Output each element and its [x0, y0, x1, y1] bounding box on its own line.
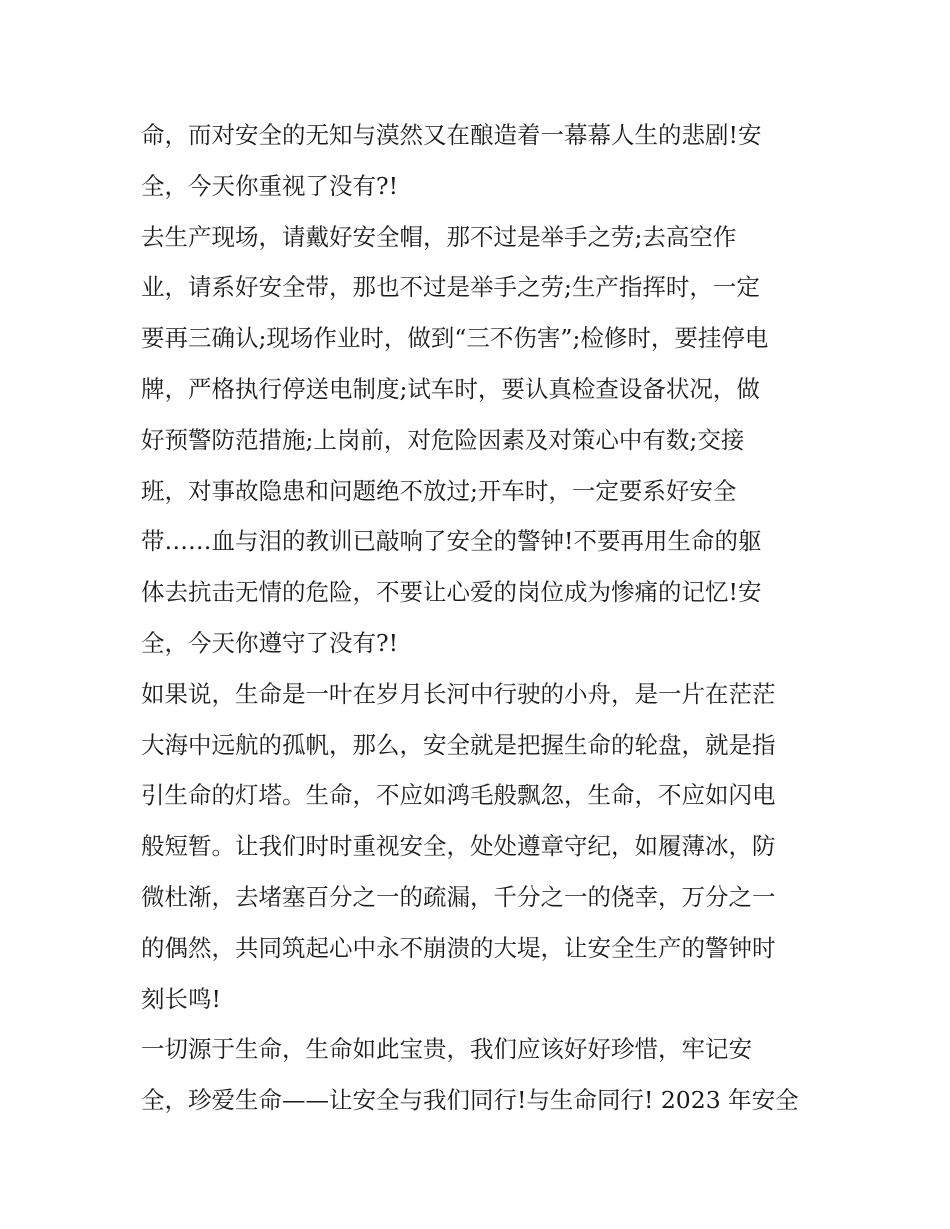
- text-line: 的偶然，共同筑起心中永不崩溃的大堤，让安全生产的警钟时: [141, 933, 776, 962]
- text-line: 一切源于生命，生命如此宝贵，我们应该好好珍惜，牢记安: [141, 1035, 752, 1064]
- text-line: 要再三确认;现场作业时，做到“三不伤害”;检修时，要挂停电: [141, 324, 769, 353]
- text-line: 命，而对安全的无知与漠然又在酿造着一幕幕人生的悲剧!安: [141, 121, 762, 149]
- text-line: 去生产现场，请戴好安全帽，那不过是举手之劳;去高空作: [141, 222, 737, 251]
- text-line: 大海中远航的孤帆，那么，安全就是把握生命的轮盘，就是指: [141, 730, 776, 759]
- text-line: 业，请系好安全带，那也不过是举手之劳;生产指挥时，一定: [141, 273, 760, 302]
- text-line: 班，对事故隐患和问题绝不放过;开车时，一定要系好安全: [141, 476, 737, 505]
- text-line: 体去抗击无情的危险，不要让心爱的岗位成为惨痛的记忆!安: [141, 578, 762, 607]
- text-line: 带……血与泪的教训已敲响了安全的警钟!不要再用生命的躯: [141, 527, 762, 556]
- text-line: 刻长鸣!: [141, 984, 221, 1013]
- text-line: 全，今天你遵守了没有?!: [141, 628, 399, 657]
- text-line: 引生命的灯塔。生命，不应如鸿毛般飘忽，生命，不应如闪电: [141, 781, 776, 810]
- text-line: 微杜渐，去堵塞百分之一的疏漏，千分之一的侥幸，万分之一: [141, 882, 776, 911]
- text-line: 牌，严格执行停送电制度;试车时，要认真检查设备状况，做: [141, 374, 760, 403]
- text-line: 如果说，生命是一叶在岁月长河中行驶的小舟，是一片在茫茫: [141, 679, 776, 708]
- text-line: 般短暂。让我们时时重视安全，处处遵章守纪，如履薄冰，防: [141, 832, 776, 861]
- text-line: 全，今天你重视了没有?!: [141, 171, 399, 200]
- body-text: [141, 110, 831, 1126]
- text-line: 好预警防范措施;上岗前，对危险因素及对策心中有数;交接: [141, 425, 745, 454]
- text-line: 全，珍爱生命——让安全与我们同行!与生命同行! 2023 年安全: [141, 1086, 799, 1115]
